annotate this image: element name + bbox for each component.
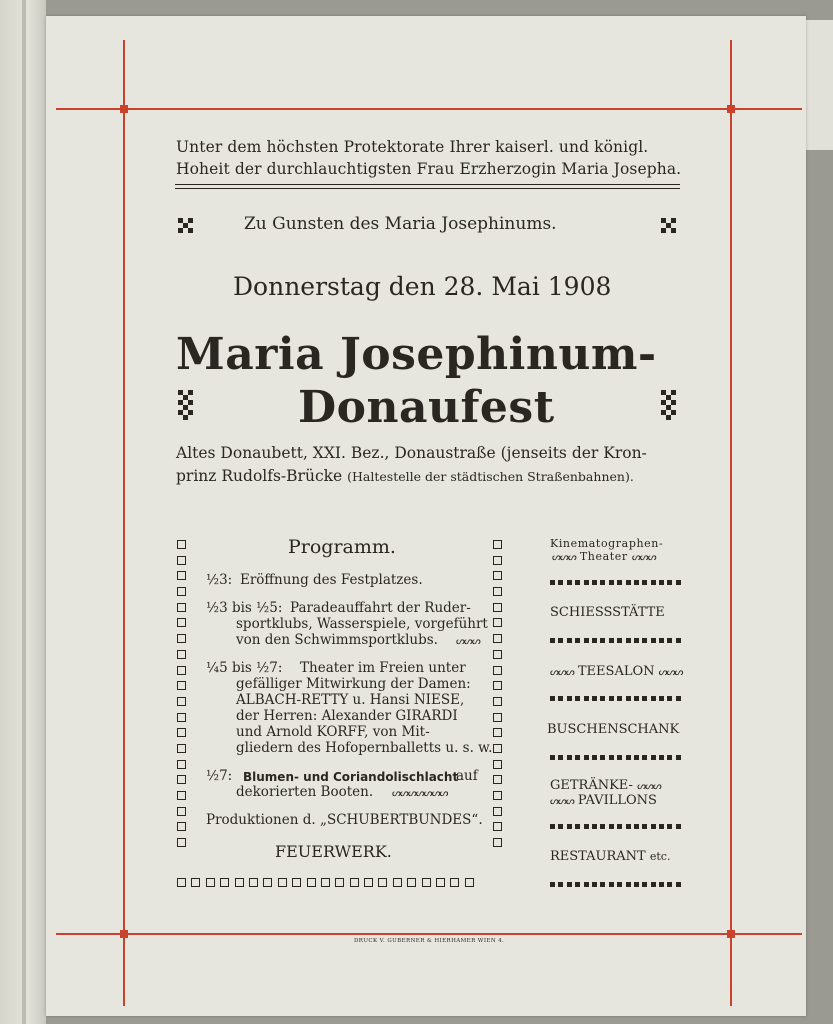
- dotted-divider: [550, 824, 681, 829]
- wave-ornament-icon: ᔕᔕᔕ: [550, 796, 574, 807]
- attraction-restaurant-row: [550, 849, 670, 864]
- checker-ornament-icon: [178, 390, 193, 420]
- attraction-kino-line-1: Kinematographen-: [550, 537, 664, 550]
- program-item-2-line-2: sportklubs, Wasserspiele, vorgeführt: [236, 616, 488, 632]
- attraction-pavillons: PAVILLONS: [577, 793, 657, 808]
- subtitle: Zu Gunsten des Maria Josephinums.: [244, 214, 557, 234]
- binding-fold: [22, 0, 26, 1024]
- program-item-4-rest: auf: [456, 768, 478, 784]
- dotted-divider: [550, 696, 681, 701]
- event-title-line-1: Maria Josephinum-: [176, 329, 657, 380]
- location-tram-note: (Haltestelle der städtischen Straßenbahnen).: [347, 469, 634, 484]
- dotted-divider: [550, 580, 681, 585]
- wave-ornament-icon: ᔕᔕᔕ: [552, 552, 576, 563]
- box-border-bottom: [177, 878, 479, 889]
- frame-rule-right: [730, 40, 732, 1006]
- wave-ornament-icon: ᔕᔕᔕ: [631, 552, 656, 563]
- program-item-3-time: ¼5 bis ½7:: [206, 660, 283, 676]
- header-double-rule: [175, 184, 680, 189]
- dotted-divider: [550, 638, 681, 643]
- program-item-1-text: Eröffnung des Festplatzes.: [240, 572, 423, 588]
- frame-corner: [120, 105, 128, 113]
- attraction-kino-line-2: [552, 550, 656, 563]
- program-item-3-line-2: gefälliger Mitwirkung der Damen:: [236, 676, 471, 692]
- attraction-restaurant-etc: etc.: [649, 850, 671, 863]
- program-item-3-line-5: und Arnold KORFF, von Mit-: [236, 724, 430, 740]
- checker-ornament-icon: [661, 218, 676, 233]
- frame-corner: [727, 105, 735, 113]
- frame-corner: [727, 930, 735, 938]
- program-item-3-line-3: ALBACH-RETTY u. Hansi NIESE,: [236, 692, 465, 708]
- program-item-3-line-1: Theater im Freien unter: [300, 660, 466, 676]
- wave-ornament-icon: ᔕᔕᔕ: [550, 667, 574, 678]
- program-item-2-line-3: von den Schwimmsportklubs.: [236, 632, 438, 648]
- patronage-line-1: Unter dem höchsten Protektorate Ihrer kaiserl. und königl.: [176, 138, 649, 156]
- checker-ornament-icon: [178, 218, 193, 233]
- dotted-divider: [550, 882, 681, 887]
- frame-rule-bottom: [56, 933, 802, 935]
- box-border-left: [177, 540, 188, 854]
- frame-corner: [120, 930, 128, 938]
- program-item-2-time: ½3 bis ½5:: [206, 600, 283, 616]
- attraction-teesalon: TEESALON: [577, 664, 655, 679]
- wave-ornament-icon: ᔕᔕᔕ: [658, 667, 683, 678]
- program-item-6: FEUERWERK.: [275, 842, 392, 861]
- program-item-2-line-1: Paradeauffahrt der Ruder-: [290, 600, 471, 616]
- program-item-3-line-4: der Herren: Alexander GIRARDI: [236, 708, 458, 724]
- location-line-2: [176, 467, 634, 485]
- program-item-4-time: ½7:: [206, 768, 233, 784]
- attraction-teesalon-row: [550, 664, 682, 679]
- program-item-4-bold: Blumen- und Coriandolischlacht: [243, 770, 459, 784]
- dotted-divider: [550, 755, 681, 760]
- program-item-3-line-6: gliedern des Hofopernballetts u. s. w.: [236, 740, 493, 756]
- printer-imprint: DRUCK V. GUBERNER & HIERHAMER WIEN 4.: [354, 938, 505, 944]
- attraction-kino-label: Theater: [579, 550, 628, 563]
- attraction-buschenschank: BUSCHENSCHANK: [547, 722, 680, 737]
- event-date: Donnerstag den 28. Mai 1908: [233, 272, 612, 301]
- location-line-1: Altes Donaubett, XXI. Bez., Donaustraße (jenseits der Kron-: [176, 444, 647, 462]
- wave-ornament-icon: ᔕᔕᔕ: [637, 781, 661, 792]
- box-border-right: [493, 540, 504, 854]
- program-item-1-time: ½3:: [206, 572, 233, 588]
- attraction-schiessstaette: SCHIESSSTÄTTE: [550, 605, 665, 620]
- frame-rule-top: [56, 108, 802, 110]
- program-item-4-line-2: dekorierten Booten.: [236, 784, 374, 800]
- patronage-line-2: Hoheit der durchlauchtigsten Frau Erzherzogin Maria Josepha.: [176, 160, 682, 178]
- wave-ornament-icon: ᔕᔕᔕᔕᔕᔕᔕ: [392, 788, 448, 799]
- frame-rule-left: [123, 40, 125, 1006]
- location-bridge: prinz Rudolfs-Brücke: [176, 467, 343, 485]
- program-title: Programm.: [288, 536, 396, 558]
- checker-ornament-icon: [661, 390, 676, 420]
- attraction-restaurant: RESTAURANT: [550, 849, 646, 864]
- attraction-getraenke-row-2: [550, 793, 657, 808]
- wave-ornament-icon: ᔕᔕᔕ: [456, 636, 480, 647]
- event-title-line-2: Donaufest: [298, 382, 555, 433]
- attraction-getraenke: GETRÄNKE-: [550, 778, 633, 793]
- program-item-5: Produktionen d. „SCHUBERTBUNDES“.: [206, 812, 483, 828]
- attraction-getraenke-row-1: [550, 778, 661, 793]
